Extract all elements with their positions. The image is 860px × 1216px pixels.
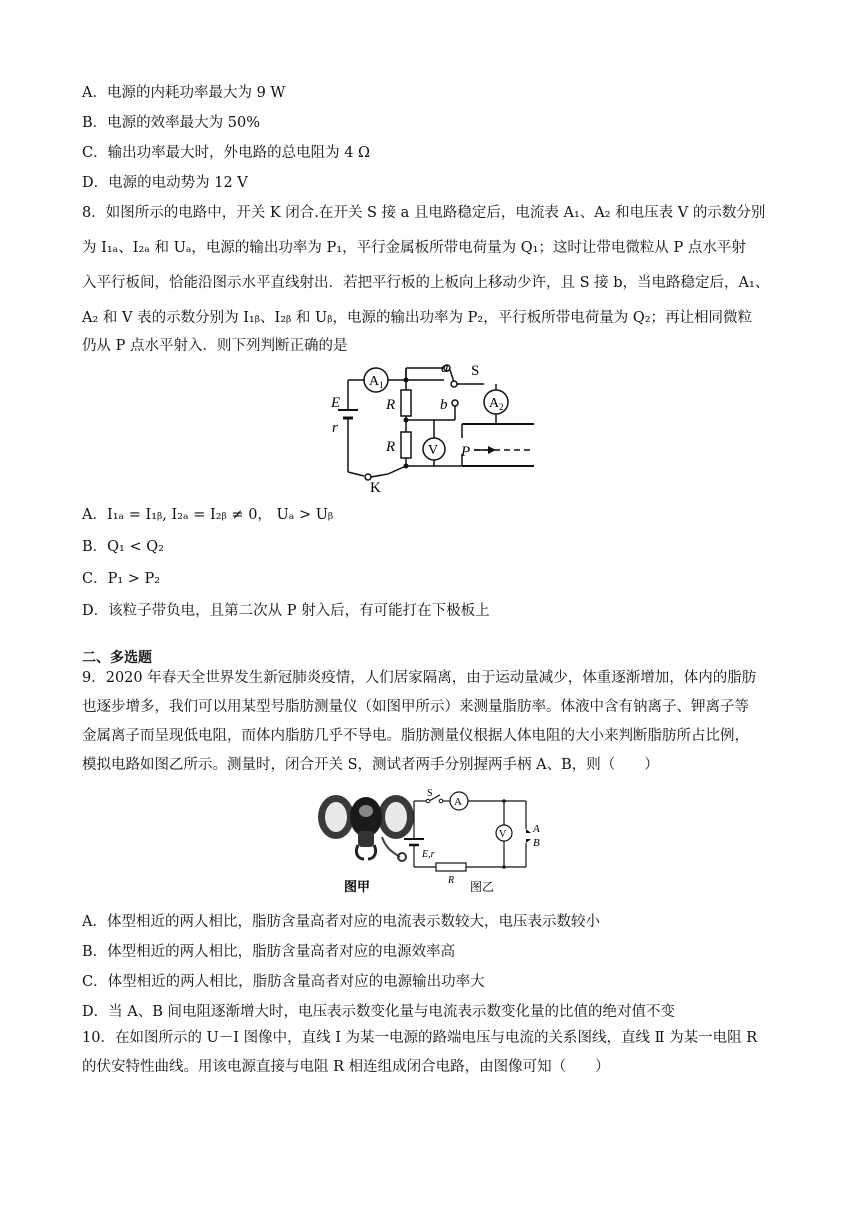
ammeter-a2-label: A [489, 396, 500, 411]
resistance-r-label: r [332, 420, 338, 436]
switch-k-label: K [370, 480, 381, 494]
fat-meter-device-icon [318, 795, 414, 861]
q8-option-c: C．P₁ > P₂ [82, 571, 161, 587]
q9-figure [314, 787, 560, 895]
q10-stem-line-1: 10．在如图所示的 U－I 图像中，直线 Ⅰ 为某一电源的路端电压与电流的关系图线，直线 Ⅱ 为某一电阻 R [82, 1030, 758, 1046]
q9-emf-label: E,r [422, 849, 435, 860]
q9-option-a: A．体型相近的两人相比，脂肪含量高者对应的电流表示数较大，电压表示数较小 [82, 914, 600, 930]
handle-a-label: A [533, 823, 540, 835]
figure-yi-caption: 图乙 [470, 880, 495, 894]
q9-resistor-label: R [448, 875, 455, 886]
q9-stem-line-4: 模拟电路如图乙所示。测量时，闭合开关 S，测试者两手分别握两手柄 A、B，则（ ） [82, 757, 659, 773]
point-p-label: P [461, 444, 471, 460]
contact-b-label: b [440, 397, 448, 413]
figure-jia-caption: 图甲 [344, 879, 371, 894]
q9-ammeter-label: A [454, 796, 462, 808]
q8-option-a: A．I₁ₐ = I₁ᵦ, I₂ₐ = I₂ᵦ ≠ 0， Uₐ > Uᵦ [82, 507, 334, 523]
q7-option-b: B．电源的效率最大为 50% [82, 115, 260, 131]
particle-arrow-icon [488, 446, 496, 454]
q9-stem-line-2: 也逐步增多，我们可以用某型号脂肪测量仪（如图甲所示）来测量脂肪率。体液中含有钠离子、钾离子等 [82, 699, 749, 715]
switch-s-label: S [471, 363, 480, 379]
emf-e-label: E [331, 395, 341, 411]
voltmeter-label: V [428, 443, 439, 458]
section-heading-multiple-choice: 二、多选题 [82, 650, 152, 666]
q9-stem-line-1: 9．2020 年春天全世界发生新冠肺炎疫情，人们居家隔离，由于运动量减少，体重逐渐增加，体内的脂肪 [82, 670, 757, 686]
q7-option-c: C．输出功率最大时，外电路的总电阻为 4 Ω [82, 145, 371, 161]
q9-option-d: D．当 A、B 间电阻逐渐增大时，电压表示数变化量与电流表示数变化量的比值的绝对值不变 [82, 1004, 675, 1020]
ammeter-a1-sub: 1 [379, 380, 384, 390]
ammeter-a2-sub: 2 [499, 402, 504, 412]
q8-stem-line-1: 8．如图所示的电路中，开关 K 闭合.在开关 S 接 a 且电路稳定后，电流表 A₁、A₂ 和电压表 V 的示数分别 [82, 205, 766, 221]
ammeter-a1-label: A [369, 374, 380, 389]
q8-option-b: B．Q₁ < Q₂ [82, 539, 164, 555]
q8-option-d: D．该粒子带负电，且第二次从 P 射入后，有可能打在下极板上 [82, 603, 490, 619]
q9-switch-s-label: S [427, 788, 433, 799]
q8-stem-line-4: A₂ 和 V 表的示数分别为 I₁ᵦ、I₂ᵦ 和 Uᵦ，电源的输出功率为 P₂，平行板所带电荷量为 Q₂；再让相同微粒 [82, 310, 753, 326]
q8-stem-line-2: 为 I₁ₐ、I₂ₐ 和 Uₐ，电源的输出功率为 P₁，平行金属板所带电荷量为 Q₁；这时让带电微粒从 P 点水平射 [82, 240, 746, 256]
q8-stem-line-5: 仍从 P 点水平射入．则下列判断正确的是 [82, 338, 348, 354]
q10-stem-line-2: 的伏安特性曲线。用该电源直接与电阻 R 相连组成闭合电路，由图像可知（ ） [82, 1059, 610, 1075]
resistor-r2-label: R [386, 439, 396, 455]
q8-stem-line-3: 入平行板间，恰能沿图示水平直线射出．若把平行板的上板向上移动少许，且 S 接 b，当电路稳定后，A₁、 [82, 275, 770, 291]
q9-voltmeter-label: V [499, 829, 507, 840]
q9-option-b: B．体型相近的两人相比，脂肪含量高者对应的电源效率高 [82, 944, 456, 960]
q9-stem-line-3: 金属离子而呈现低电阻，而体内脂肪几乎不导电。脂肪测量仪根据人体电阻的大小来判断脂肪所占比例， [82, 728, 749, 744]
q7-option-a: A．电源的内耗功率最大为 9 W [82, 85, 286, 101]
q8-circuit-diagram [324, 358, 536, 494]
contact-a-label: a [441, 360, 449, 376]
handle-b-label: B [533, 837, 540, 849]
resistor-r1-label: R [386, 397, 396, 413]
q7-option-d: D．电源的电动势为 12 V [82, 175, 248, 191]
q9-option-c: C．体型相近的两人相比，脂肪含量高者对应的电源输出功率大 [82, 974, 485, 990]
